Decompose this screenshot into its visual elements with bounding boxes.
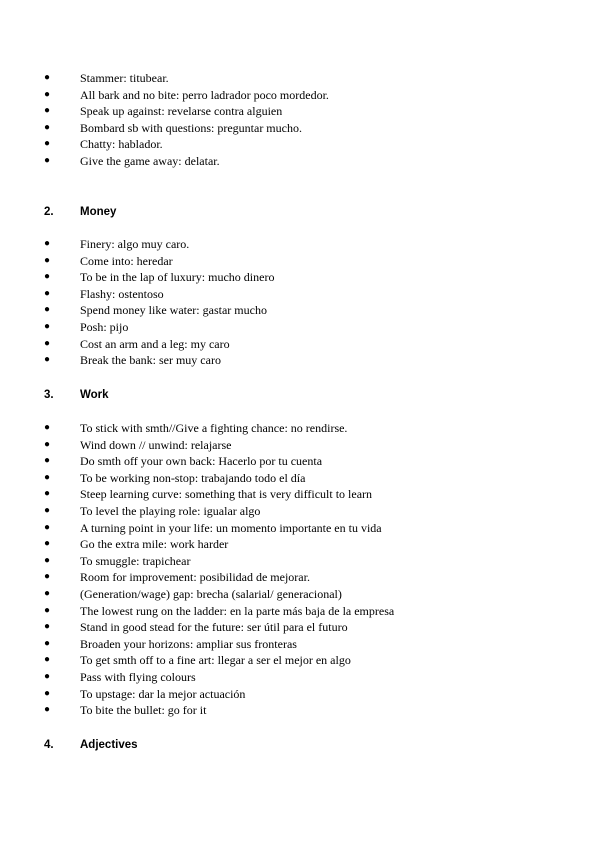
bullet-icon: ●	[44, 72, 51, 83]
bullet-icon: ●	[44, 538, 51, 550]
bullet-icon: ●	[44, 354, 51, 366]
section-title: Adjectives	[80, 739, 138, 751]
bullet-icon: ●	[44, 521, 51, 533]
bullet-icon: ●	[44, 704, 51, 716]
bullet-icon: ●	[44, 304, 51, 316]
bullet-icon: ●	[44, 121, 51, 133]
bullet-icon: ●	[44, 320, 51, 332]
bullet-icon: ●	[44, 488, 51, 500]
bullet-icon: ●	[44, 571, 51, 583]
bullet-icon: ●	[44, 271, 51, 283]
section-title: Money	[80, 206, 117, 218]
bullet-icon: ●	[44, 438, 51, 450]
bullet-icon: ●	[44, 554, 51, 566]
bullet-icon: ●	[44, 471, 51, 483]
section-number: 3.	[44, 389, 54, 401]
bullet-icon: ●	[44, 88, 51, 100]
bullet-icon: ●	[44, 687, 51, 699]
bullet-icon: ●	[44, 621, 51, 633]
section-number: 2.	[44, 206, 54, 218]
bullet-icon: ●	[44, 254, 51, 266]
bullet-icon: ●	[44, 105, 51, 117]
section-title: Work	[80, 389, 109, 401]
bullet-icon: ●	[44, 455, 51, 467]
bullet-icon: ●	[44, 138, 51, 150]
bullet-icon: ●	[44, 337, 51, 349]
bullet-icon: ●	[44, 604, 51, 616]
bullet-icon: ●	[44, 154, 51, 166]
bullet-icon: ●	[44, 637, 51, 649]
bullet-icon: ●	[44, 504, 51, 516]
bullet-icon: ●	[44, 654, 51, 666]
section-number: 4.	[44, 739, 54, 751]
bullet-icon: ●	[44, 670, 51, 682]
bullet-icon: ●	[44, 422, 51, 433]
bullet-icon: ●	[44, 287, 51, 299]
document-page: ● Stammer: titubear. ● All bark and no bite: perro ladrador poco mordedor. ● Speak up against: revelarse contra alguien ● Bombard sb with questions: preguntar mucho. ● Chatty: hablador. ● Give the game away: delatar. 2. Money ● Finery: algo muy caro. ● Come into: heredar ● To be in the lap of luxury: mucho dinero ● Flashy: ostentoso ● Spend money like water: gastar mucho ● Posh: pijo ● Cost an arm and a leg: my caro ● Break the bank: ser muy caro 3. Work ● To stick with smth//Give a fighting chance: no rendirse. ● Wind down // unwind: relajarse ● Do smth off your own back: Hacerlo por tu cuenta ● To be working non-stop: trabajando todo el día ● Steep learning curve: something that is very difficult to learn ● To level the playing role: igualar algo ● A turning point in your life: un momento importante en tu vida ● Go the extra mile: work harder ● To smuggle: trapichear ● Room for improvement: posibilidad de mejorar. ● (Generation/wage) gap: brecha (salarial/ generacional) ● The lowest rung on the ladder: en la parte más baja de la empresa ● Stand in good stead for the future: ser útil para el futuro ● Broaden your horizons: ampliar sus fronteras ● To get smth off to a fine art: llegar a ser el mejor en algo ● Pass with flying colours ● To upstage: dar la mejor actuación ● To bite the bullet: go for it 4. Adjectives	[44, 71, 395, 751]
bullet-icon: ●	[44, 587, 51, 599]
bullet-icon: ●	[44, 238, 51, 249]
